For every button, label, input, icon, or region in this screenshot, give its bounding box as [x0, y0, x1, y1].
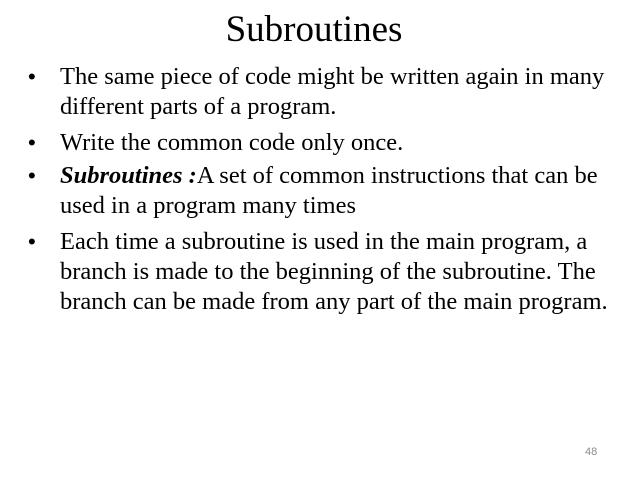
bullet-text: Each time a subroutine is used in the main program, a branch is made to the beginning of the subroutine. The branch can be made from any part of the main program.	[60, 228, 608, 315]
bullet-icon: •	[28, 163, 36, 188]
bullet-item	[28, 128, 628, 158]
page-number: 48	[585, 446, 598, 458]
bullet-text: A set of common instructions that can be used in a program many times	[60, 162, 598, 219]
bullet-text: The same piece of code might be written again in many different parts of a program.	[60, 63, 605, 120]
bullet-list	[28, 62, 628, 323]
bullet-text: Write the common code only once.	[60, 129, 404, 156]
bullet-item	[28, 62, 628, 122]
bullet-item	[28, 227, 628, 317]
bullet-icon: •	[28, 229, 36, 254]
bullet-icon: •	[28, 130, 36, 155]
bullet-item	[28, 161, 628, 221]
bullet-icon: •	[28, 64, 36, 89]
slide-title: Subroutines	[225, 9, 403, 50]
bullet-term: Subroutines :	[60, 162, 197, 189]
